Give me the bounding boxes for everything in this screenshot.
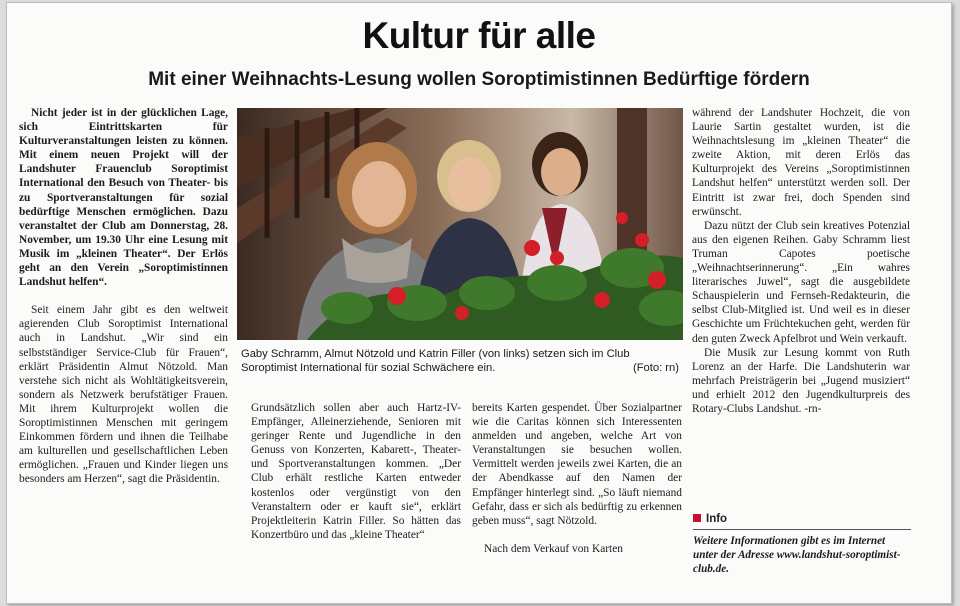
photo-caption <box>241 347 679 375</box>
newspaper-page <box>6 2 952 604</box>
info-box-heading <box>693 513 911 530</box>
column-4 <box>692 106 910 416</box>
headline: Kultur für alle <box>362 15 596 56</box>
photo-credit: (Foto: rn) <box>632 362 679 374</box>
photo-illustration <box>237 108 683 340</box>
column-3 <box>472 401 682 556</box>
paragraph: Nach dem Verkauf von Karten <box>484 542 623 555</box>
info-box-text: Weitere Informationen gibt es im Internet unter der Adresse www.landshut-soroptimist-club.de. <box>693 535 901 575</box>
paragraph: Seit einem Jahr gibt es den weltweit agierenden Club Soroptimist International auch in Landshut. „Wir sind ein selbstständiger Service-Club für Frauen“, erklärt Präsidentin Almut Nötzold. Man verstehe sich nicht als Wohltätigkeitsverein, sondern als Netzwerk berufstätiger Frauen. Mit ihrem Kulturprojekt wollen die Soroptimistinnen Menschen mit geringem Einkommen fördern und ihnen die Teilhabe am kulturellen und gesellschaftlichen Leben ermöglichen. „Frauen und Kinder liegen uns besonders am Herzen“, sagt die Präsidentin. <box>19 304 228 486</box>
paragraph: während der Landshuter Hochzeit, die von Laurie Sartin gestaltet wurden, ist die Weihnachtslesung im „kleinen Theater“ die zweite Aktion, mit deren Erlös das Kulturprojekt des Vereins „Soroptimistinnen Landshut helfen“ unterstützt werden soll. Der Eintritt ist zwar frei, doch Spenden sind erwünscht. <box>692 107 910 218</box>
column-2 <box>251 401 461 542</box>
paragraph: Grundsätzlich sollen aber auch Hartz-IV-Empfänger, Alleinerziehende, Senioren mit geringer Rente und Jugendliche in den Genuss von Konzerten, Kabarett-, Theater- und Sportveranstaltungen kommen. „Der Club erhält restliche Karten entweder kostenlos oder vergünstigt von den Veranstaltern oder er kauft sie“, erklärt Projektleiterin Katrin Filler. So hätten das Konzertbüro und das „kleine Theater“ <box>251 402 461 541</box>
column-1 <box>19 106 228 486</box>
article-photo <box>237 108 683 340</box>
paragraph: Dazu nützt der Club sein kreatives Potenzial aus den eigenen Reihen. Gaby Schramm liest Truman Capotes poetische „Weihnachtserinnerung“. „Ein wahres literarisches Juwel“, sagt die ausgebildete Schauspielerin und Fernseh-Redakteurin, die selbst Club-Mitglied ist. Und weil es in dieser Geschichte um Früchtekuchen geht, werden für den guten Zweck Apfelbrot und Wein verkauft. <box>692 219 910 345</box>
subheadline: Mit einer Weihnachts-Lesung wollen Soroptimistinnen Bedürftige fördern <box>148 69 810 90</box>
caption-text: Gaby Schramm, Almut Nötzold und Katrin Filler (von links) setzen sich im Club Soroptimist International für sozial Schwächere ein. <box>241 348 630 374</box>
lead-paragraph: Nicht jeder ist in der glücklichen Lage, sich Eintrittskarten für Kulturveranstaltungen leisten zu können. Mit einem neuen Projekt will der Landshuter Frauenclub Soroptimist International den Besuch von Theater- bis zu Sportveranstaltungen für sozial bedürftige Menschen ermöglichen. Dazu veranstaltet der Club am Donnerstag, 28. November, um 19.30 Uhr eine Lesung mit Musik im „kleinen Theater“. Der Erlös geht an den Verein „Soroptimistinnen Landshut helfen“. <box>19 107 228 289</box>
paragraph: bereits Karten gespendet. Über Sozialpartner wie die Caritas können sich Interessenten anmelden und angeben, welche Art von Veranstaltungen sie besuchen wollen. Vermittelt werden jeweils zwei Karten, die an der Abendkasse auf den Namen der Empfänger hinterlegt sind. „So läuft niemand Gefahr, dass er sich als bedürftig zu erkennen geben muss“, sagt Nötzold. <box>472 402 682 527</box>
info-label: Info <box>706 513 728 525</box>
info-marker-icon <box>693 514 701 522</box>
paragraph: Die Musik zur Lesung kommt von Ruth Lorenz an der Harfe. Die Landshuterin war mehrfach Preisträgerin bei „Jugend musiziert“ und erhielt 2012 den Jugendkulturpreis des Rotary-Clubs Landshut. -rn- <box>692 346 910 415</box>
